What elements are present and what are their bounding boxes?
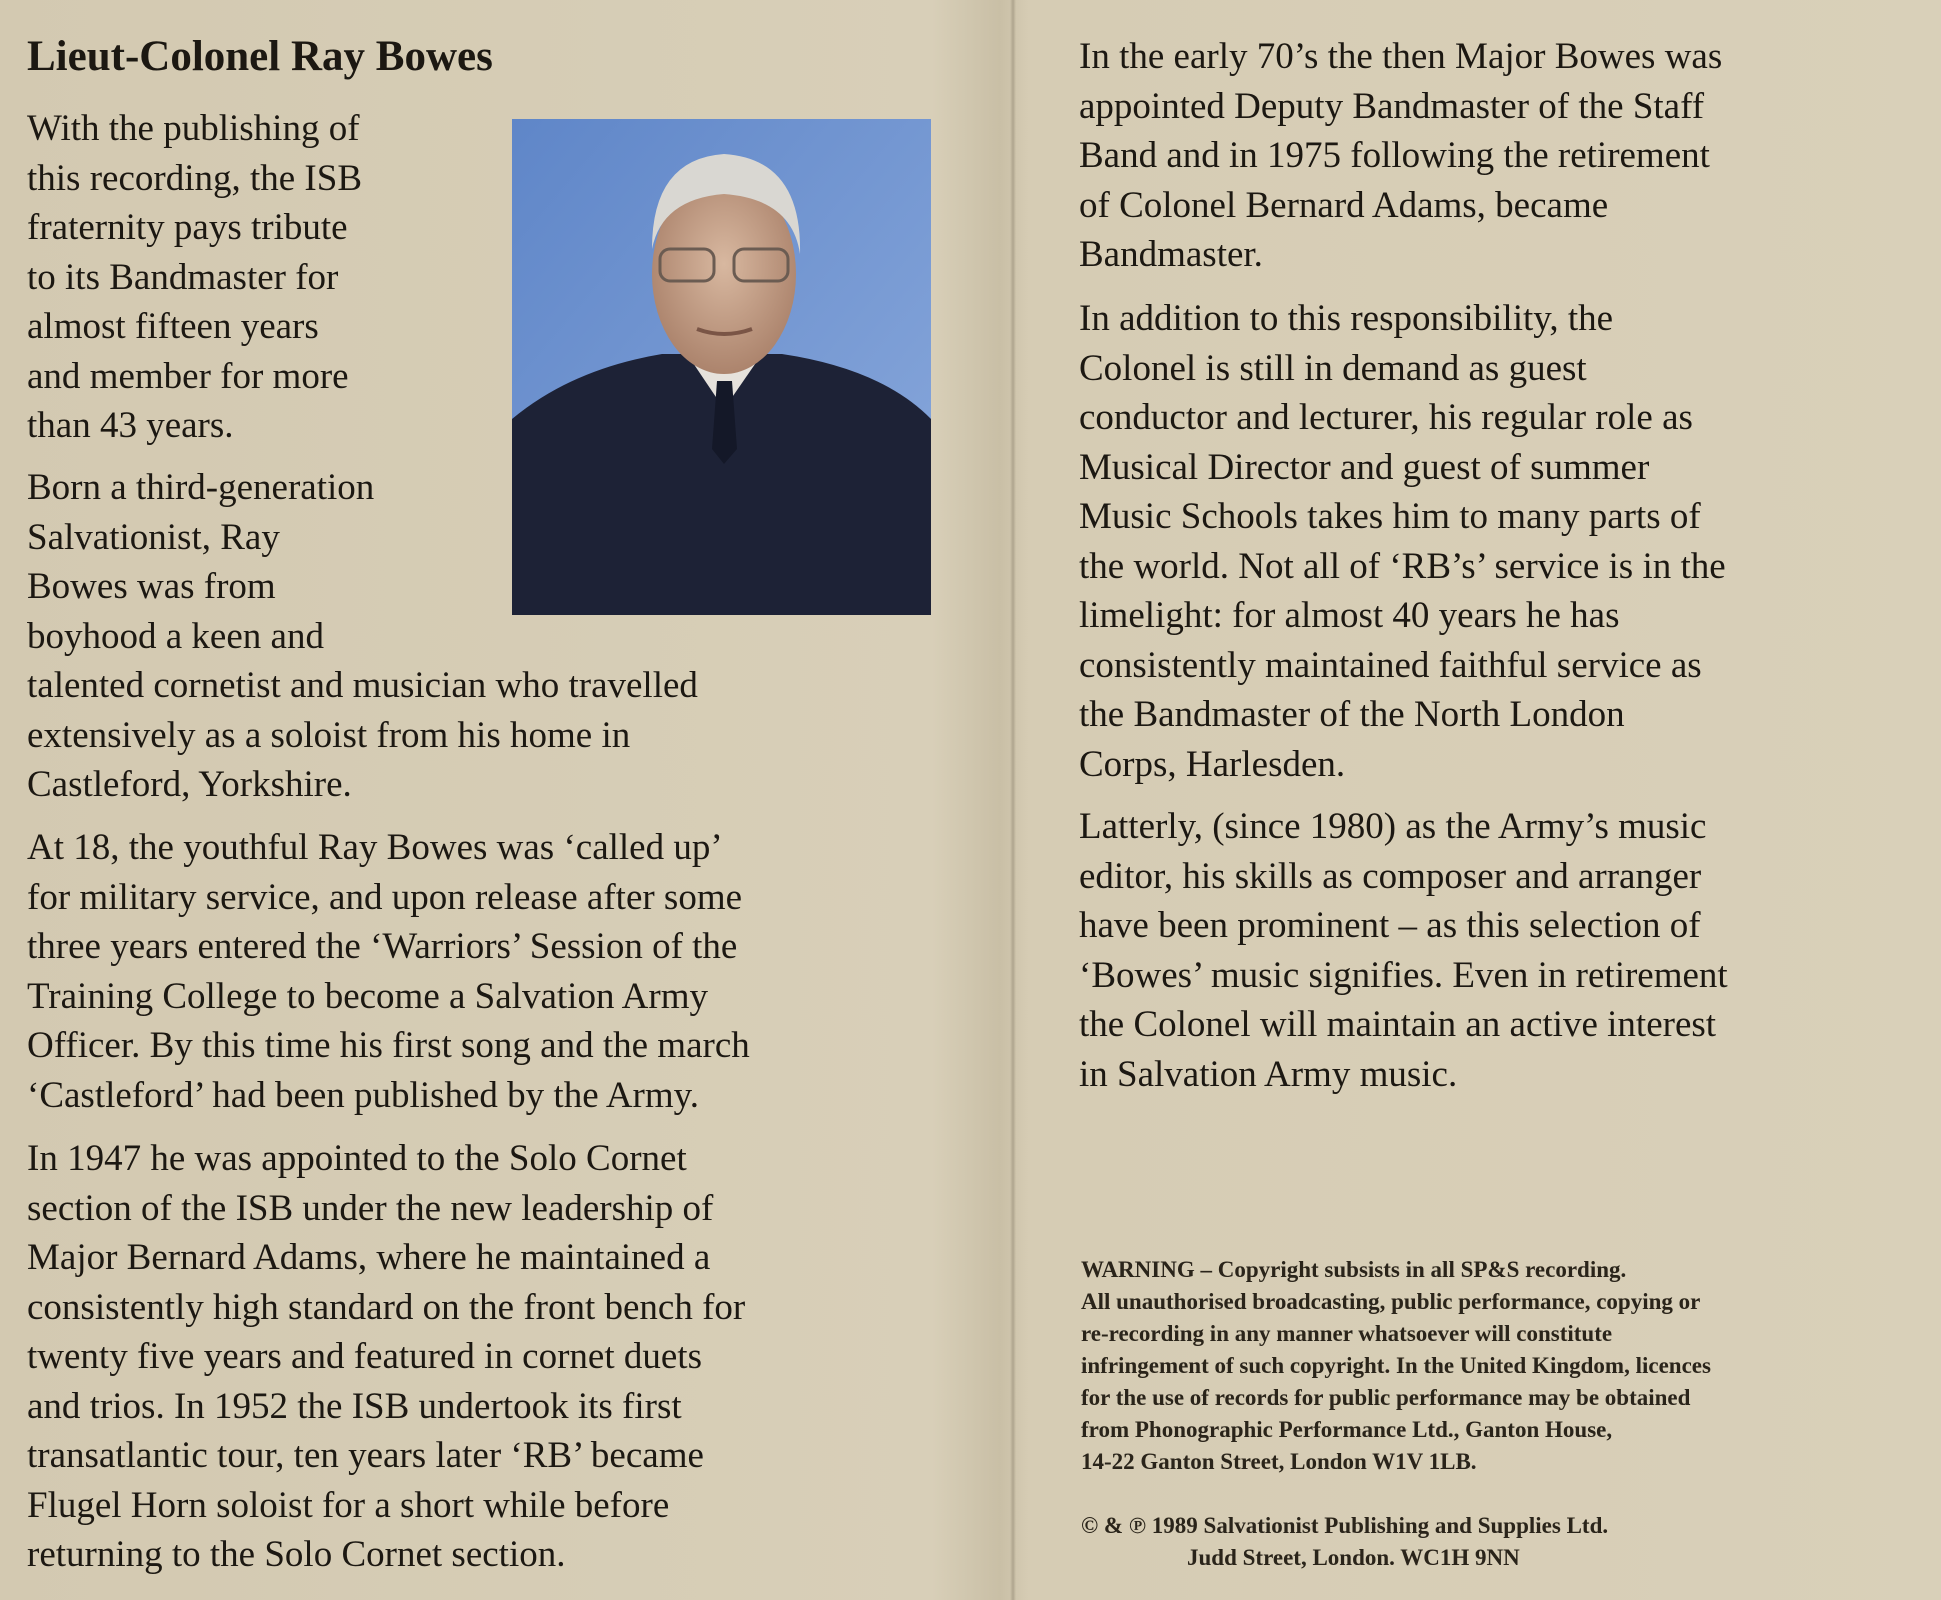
- text-line: Corps, Harlesden.: [1079, 743, 1346, 785]
- copyright-line: © & ℗ 1989 Salvationist Publishing and Supplies Ltd.: [1081, 1513, 1609, 1538]
- text-line: and member for more: [27, 355, 349, 397]
- warning-line: infringement of such copyright. In the United Kingdom, licences: [1081, 1353, 1711, 1378]
- text-line: In the early 70’s the then Major Bowes was: [1079, 36, 1723, 77]
- text-line: transatlantic tour, ten years later ‘RB’ became: [27, 1435, 704, 1476]
- warning-line: from Phonographic Performance Ltd., Ganton House,: [1081, 1417, 1613, 1442]
- text-line: Major Bernard Adams, where he maintained a: [27, 1237, 711, 1278]
- warning-line: WARNING – Copyright subsists in all SP&S recording.: [1081, 1257, 1627, 1282]
- text-line: have been prominent – as this selection of: [1079, 905, 1701, 946]
- text-line: almost fifteen years: [27, 306, 319, 347]
- text-line: the Colonel will maintain an active interest: [1079, 1004, 1717, 1045]
- left-paragraph-2: [27, 463, 698, 810]
- publisher-address: Judd Street, London. WC1H 9NN: [1187, 1545, 1520, 1570]
- text-line: With the publishing of: [27, 108, 360, 149]
- right-paragraph-3: [1079, 802, 1728, 1099]
- left-paragraph-4: [27, 1134, 745, 1580]
- text-line: Training College to become a Salvation Army: [27, 975, 708, 1017]
- text-line: Born a third-generation: [27, 467, 375, 508]
- text-line: than 43 years.: [27, 405, 234, 446]
- text-line: twenty five years and featured in cornet duets: [27, 1336, 702, 1377]
- text-line: in Salvation Army music.: [1079, 1053, 1458, 1095]
- text-line: Bowes was from: [27, 566, 276, 607]
- text-line: and trios. In 1952 the ISB undertook its first: [27, 1385, 682, 1427]
- text-line: fraternity pays tribute: [27, 207, 348, 248]
- text-line: three years entered the ‘Warriors’ Session of the: [27, 926, 738, 967]
- text-line: At 18, the youthful Ray Bowes was ‘called up’: [27, 827, 723, 868]
- text-line: Latterly, (since 1980) as the Army’s music: [1079, 806, 1707, 847]
- warning-line: re-recording in any manner whatsoever will constitute: [1081, 1321, 1613, 1346]
- text-line: extensively as a soloist from his home in: [27, 714, 631, 756]
- text-line: Musical Director and guest of summer: [1079, 446, 1650, 488]
- text-line: Colonel is still in demand as guest: [1079, 347, 1587, 389]
- text-line: Flugel Horn soloist for a short while before: [27, 1484, 670, 1526]
- left-paragraph-1: [27, 104, 362, 451]
- text-line: In 1947 he was appointed to the Solo Cornet: [27, 1138, 687, 1179]
- left-paragraph-3: [27, 823, 750, 1120]
- text-line: ‘Bowes’ music signifies. Even in retirement: [1079, 954, 1728, 996]
- text-line: appointed Deputy Bandmaster of the Staff: [1079, 85, 1705, 127]
- text-line: this recording, the ISB: [27, 157, 363, 199]
- text-line: Music Schools takes him to many parts of: [1079, 496, 1701, 537]
- copyright-notice: [1081, 1510, 1608, 1574]
- text-line: the world. Not all of ‘RB’s’ service is in the: [1079, 545, 1726, 587]
- text-line: Bandmaster.: [1079, 234, 1263, 275]
- text-line: Castleford, Yorkshire.: [27, 764, 352, 805]
- warning-line: for the use of records for public performance may be obtained: [1081, 1385, 1691, 1410]
- text-line: Band and in 1975 following the retirement: [1079, 135, 1710, 176]
- right-paragraph-2: [1079, 294, 1726, 789]
- text-line: limelight: for almost 40 years he has: [1079, 595, 1620, 636]
- text-line: of Colonel Bernard Adams, became: [1079, 184, 1609, 226]
- text-line: editor, his skills as composer and arranger: [1079, 855, 1702, 897]
- right-paragraph-1: [1079, 32, 1722, 280]
- text-line: consistently high standard on the front bench for: [27, 1286, 746, 1328]
- text-line: consistently maintained faithful service as: [1079, 644, 1702, 686]
- text-line: to its Bandmaster for: [27, 256, 339, 298]
- warning-line: All unauthorised broadcasting, public performance, copying or: [1081, 1289, 1701, 1314]
- text-line: boyhood a keen and: [27, 615, 324, 657]
- text-line: section of the ISB under the new leadership of: [27, 1187, 714, 1229]
- text-line: conductor and lecturer, his regular role as: [1079, 397, 1693, 438]
- warning-line: 14-22 Ganton Street, London W1V 1LB.: [1081, 1449, 1477, 1474]
- text-line: Salvationist, Ray: [27, 516, 280, 558]
- copyright-warning: [1081, 1254, 1711, 1478]
- text-line: for military service, and upon release after some: [27, 876, 743, 918]
- text-line: talented cornetist and musician who travelled: [27, 665, 698, 706]
- page-title: Lieut-Colonel Ray Bowes: [27, 33, 493, 80]
- text-line: returning to the Solo Cornet section.: [27, 1534, 566, 1575]
- text-line: ‘Castleford’ had been published by the Army.: [27, 1074, 699, 1116]
- text-line: In addition to this responsibility, the: [1079, 298, 1614, 339]
- fold-divider: [1010, 0, 1016, 1600]
- text-line: Officer. By this time his first song and the march: [27, 1025, 750, 1066]
- text-line: the Bandmaster of the North London: [1079, 694, 1625, 735]
